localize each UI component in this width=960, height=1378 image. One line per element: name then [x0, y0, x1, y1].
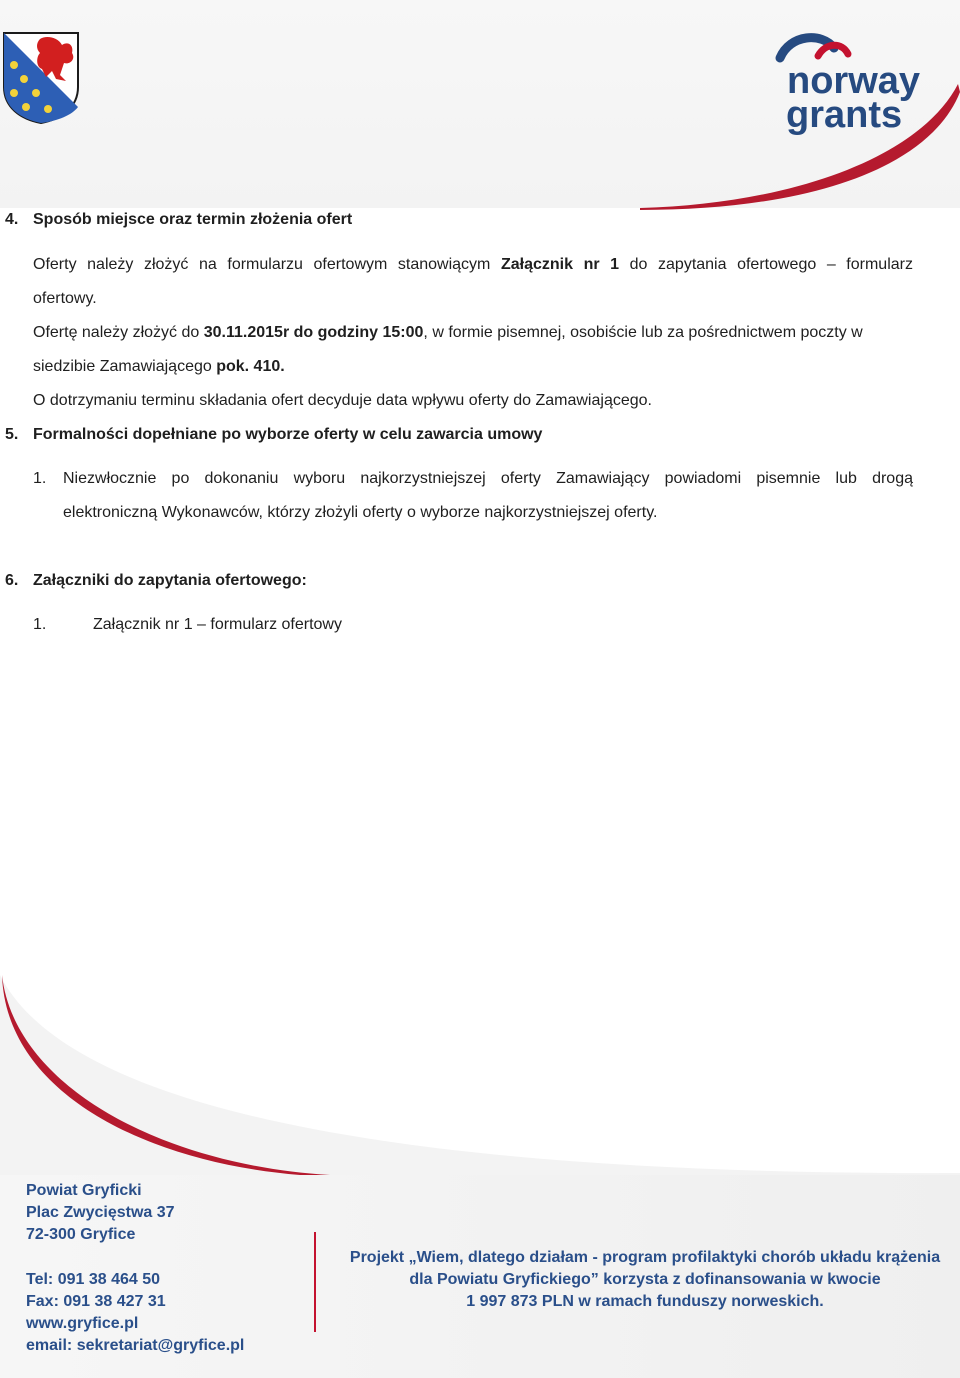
footer-website-link[interactable]: www.gryfice.pl [26, 1315, 139, 1332]
footer-email-link[interactable]: email: sekretariat@gryfice.pl [26, 1337, 245, 1354]
section-4-paragraph-2-cont: siedzibie Zamawiającego pok. 410. [33, 358, 285, 375]
footer-project-line-1: Projekt „Wiem, dlatego działam - program profilaktyki chorób układu krążenia [349, 1249, 941, 1266]
section-5-item-line-1: Niezwłocznie po dokonaniu wyboru najkorzystniejszej oferty Zamawiający powiadomi pisemnie lub drogą [63, 470, 913, 487]
section-4-paragraph-3: O dotrzymaniu terminu składania ofert decyduje data wpływu oferty do Zamawiającego. [33, 392, 652, 409]
section-5-number: 5. [5, 426, 19, 443]
footer-phone: Tel: 091 38 464 50 [26, 1271, 161, 1288]
section-4-number: 4. [5, 211, 19, 228]
footer-fax: Fax: 091 38 427 31 [26, 1293, 166, 1310]
footer-address-line-2: Plac Zwycięstwa 37 [26, 1204, 175, 1221]
logo-word-grants: grants [786, 94, 903, 136]
footer-address-line-1: Powiat Gryficki [26, 1182, 142, 1199]
section-4-paragraph-1: Oferty należy złożyć na formularzu ofertowym stanowiącym Załącznik nr 1 do zapytania ofertowego – formularz [33, 256, 913, 273]
logo-word-norway: norway [787, 60, 921, 102]
section-6-item-text: Załącznik nr 1 – formularz ofertowy [93, 616, 342, 633]
section-4-paragraph-1-cont: ofertowy. [33, 290, 97, 307]
section-6-title: Załączniki do zapytania ofertowego: [33, 572, 307, 589]
section-5-title: Formalności dopełniane po wyborze oferty w celu zawarcia umowy [33, 426, 543, 443]
footer-swoosh [0, 975, 960, 1175]
coat-of-arms-logo [2, 31, 80, 125]
section-4-title: Sposób miejsce oraz termin złożenia ofert [33, 211, 353, 228]
section-5-item-line-2: elektroniczną Wykonawców, którzy złożyli oferty o wyborze najkorzystniejszej oferty. [63, 504, 658, 521]
footer-project-line-2: dla Powiatu Gryfickiego” korzysta z dofinansowania w kwocie [409, 1271, 881, 1288]
footer-project-line-3: 1 997 873 PLN w ramach funduszy norweskich. [466, 1293, 824, 1310]
footer-address-line-3: 72-300 Gryfice [26, 1226, 136, 1243]
section-6-item-number: 1. [33, 616, 47, 633]
section-6-number: 6. [5, 572, 19, 589]
footer-divider [314, 1232, 316, 1332]
section-5-item-number: 1. [33, 470, 47, 487]
section-4-paragraph-2: Ofertę należy złożyć do 30.11.2015r do godziny 15:00, w formie pisemnej, osobiście lub za pośrednictwem poczty w [33, 324, 863, 341]
